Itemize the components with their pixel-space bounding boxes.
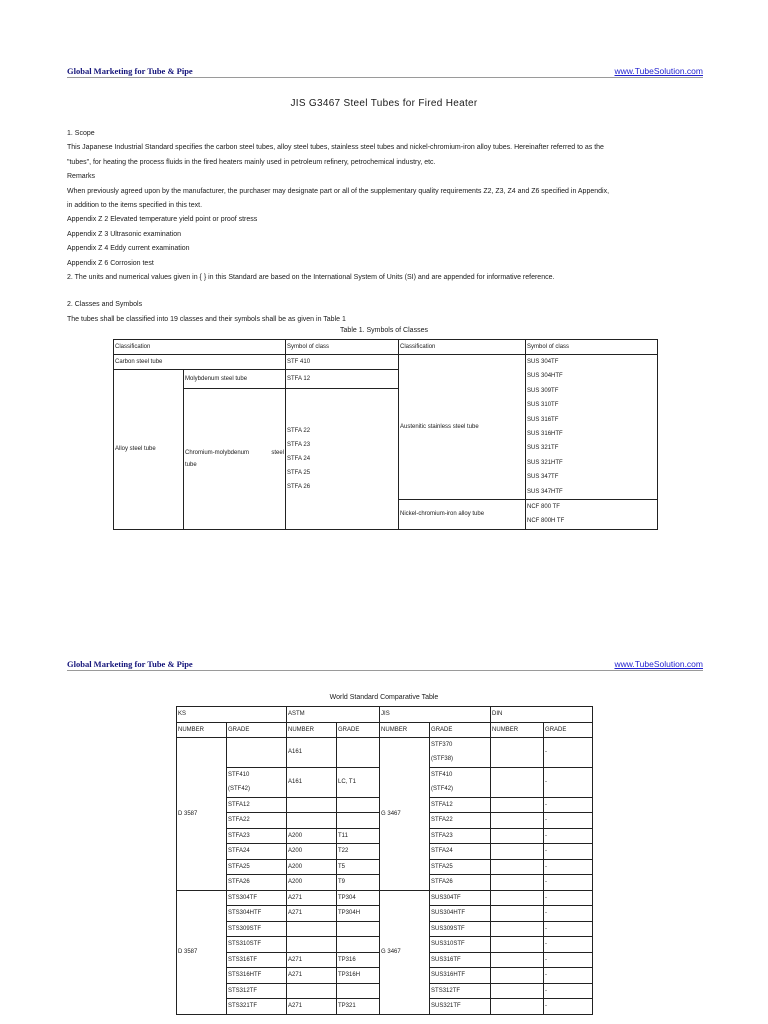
astm-number-cell: A200 — [287, 844, 337, 860]
scope-para1-line1: This Japanese Industrial Standard specifies the carbon steel tubes, alloy steel tubes, stainless steel tubes and nickel-chromium-iron alloy tubes. Hereinafter referred to as the — [67, 144, 604, 152]
astm-number-cell: A200 — [287, 859, 337, 875]
din-grade-cell: - — [544, 767, 593, 797]
document-title: JIS G3467 Steel Tubes for Fired Heater — [290, 98, 478, 109]
remarks-label: Remarks — [67, 173, 96, 181]
astm-number-cell — [287, 797, 337, 813]
astm-grade-cell: LC, T1 — [337, 767, 380, 797]
din-number-cell — [491, 813, 544, 829]
astm-number-cell — [287, 813, 337, 829]
astm-number-cell: A271 — [287, 952, 337, 968]
symbols-table — [113, 339, 658, 530]
sub-header: NUMBER — [380, 722, 430, 738]
din-number-cell — [491, 738, 544, 768]
comparative-table — [176, 706, 593, 1015]
ncf-symbols: NCF 800 TF NCF 800H TF — [526, 500, 658, 530]
sub-header: GRADE — [430, 722, 491, 738]
header-company: Global Marketing for Tube & Pipe — [67, 659, 193, 669]
din-number-cell — [491, 968, 544, 984]
scope-para1-line2: "tubes", for heating the process fluids in the fired heaters mainly used in petroleum refinery, petrochemical industry, etc. — [67, 158, 436, 166]
sub-header: NUMBER — [177, 722, 227, 738]
ks-grade-cell: STFA25 — [227, 859, 287, 875]
group-din: DIN — [491, 707, 593, 723]
astm-number-cell: A271 — [287, 890, 337, 906]
din-number-cell — [491, 797, 544, 813]
astm-grade-cell — [337, 983, 380, 999]
ks-grade-cell: STFA24 — [227, 844, 287, 860]
din-number-cell — [491, 906, 544, 922]
ks-grade-cell: STS304HTF — [227, 906, 287, 922]
sub-header: NUMBER — [491, 722, 544, 738]
din-number-cell — [491, 890, 544, 906]
ks-grade-cell: STFA26 — [227, 875, 287, 891]
din-grade-cell: - — [544, 813, 593, 829]
page2-header — [67, 659, 703, 673]
header-link[interactable]: www.TubeSolution.com — [614, 659, 703, 669]
jis-grade-cell: STF410 (STF42) — [430, 767, 491, 797]
ks-grade-cell: STF410 (STF42) — [227, 767, 287, 797]
ks-grade-cell: STS316HTF — [227, 968, 287, 984]
din-grade-cell: - — [544, 952, 593, 968]
header-divider — [67, 670, 703, 671]
appendix-z4: Appendix Z 4 Eddy current examination — [67, 245, 190, 253]
astm-grade-cell: T22 — [337, 844, 380, 860]
astm-number-cell: A161 — [287, 738, 337, 768]
group-ks: KS — [177, 707, 287, 723]
astm-grade-cell — [337, 921, 380, 937]
table-row — [177, 738, 593, 768]
jis-grade-cell: SUS304HTF — [430, 906, 491, 922]
din-number-cell — [491, 952, 544, 968]
astm-number-cell — [287, 983, 337, 999]
table-row — [114, 355, 658, 370]
din-grade-cell: - — [544, 937, 593, 953]
jis-grade-cell: STFA23 — [430, 828, 491, 844]
jis-grade-cell: SUS304TF — [430, 890, 491, 906]
carbon-symbol-cell: STF 410 — [286, 355, 399, 370]
astm-grade-cell: T5 — [337, 859, 380, 875]
ks-grade-cell: STS312TF — [227, 983, 287, 999]
astm-grade-cell — [337, 738, 380, 768]
din-grade-cell: - — [544, 738, 593, 768]
astm-number-cell: A271 — [287, 999, 337, 1015]
ks-grade-cell: STFA22 — [227, 813, 287, 829]
moly-symbol-cell: STFA 12 — [286, 370, 399, 389]
din-grade-cell: - — [544, 797, 593, 813]
header-link[interactable]: www.TubeSolution.com — [614, 66, 703, 76]
din-grade-cell: - — [544, 844, 593, 860]
appendix-z3: Appendix Z 3 Ultrasonic examination — [67, 230, 182, 238]
jis-grade-cell: STFA26 — [430, 875, 491, 891]
crmo-symbols: STFA 22 STFA 23 STFA 24 STFA 25 STFA 26 — [286, 388, 399, 529]
sub-header: NUMBER — [287, 722, 337, 738]
din-grade-cell: - — [544, 968, 593, 984]
moly-cell: Molybdenum steel tube — [184, 370, 286, 389]
jis-grade-cell: SUS310STF — [430, 937, 491, 953]
jis-grade-cell: STFA25 — [430, 859, 491, 875]
jis-grade-cell: SUS316HTF — [430, 968, 491, 984]
astm-number-cell: A200 — [287, 875, 337, 891]
ks-grade-cell: STFA12 — [227, 797, 287, 813]
din-number-cell — [491, 828, 544, 844]
ks-grade-cell: STS321TF — [227, 999, 287, 1015]
jis-grade-cell: STFA24 — [430, 844, 491, 860]
astm-grade-cell — [337, 813, 380, 829]
page-header — [67, 66, 703, 80]
ks-number-cell: D 3587 — [177, 890, 227, 1014]
jis-number-cell: G 3467 — [380, 738, 430, 891]
din-grade-cell: - — [544, 890, 593, 906]
din-number-cell — [491, 767, 544, 797]
ks-grade-cell: STS309STF — [227, 921, 287, 937]
jis-grade-cell: SUS321TF — [430, 999, 491, 1015]
astm-grade-cell: TP304H — [337, 906, 380, 922]
jis-grade-cell: STFA22 — [430, 813, 491, 829]
din-number-cell — [491, 844, 544, 860]
astm-grade-cell: T11 — [337, 828, 380, 844]
astm-grade-cell: T9 — [337, 875, 380, 891]
astm-number-cell: A200 — [287, 828, 337, 844]
astm-grade-cell: TP304 — [337, 890, 380, 906]
units-note: 2. The units and numerical values given in { } in this Standard are based on the International System of Units (SI) and are appended for informative reference. — [67, 274, 555, 282]
astm-number-cell: A161 — [287, 767, 337, 797]
header-classification: Classification — [114, 340, 286, 355]
table-row — [177, 707, 593, 723]
din-grade-cell: - — [544, 828, 593, 844]
din-number-cell — [491, 859, 544, 875]
carbon-steel-cell: Carbon steel tube — [114, 355, 286, 370]
austenitic-cell: Austenitic stainless steel tube — [399, 355, 526, 500]
comparative-caption: World Standard Comparative Table — [329, 694, 439, 701]
ks-grade-cell: STS304TF — [227, 890, 287, 906]
din-grade-cell: - — [544, 983, 593, 999]
jis-grade-cell: STFA12 — [430, 797, 491, 813]
classes-intro: The tubes shall be classified into 19 classes and their symbols shall be as given in Table 1 — [67, 315, 346, 323]
ncf-cell: Nickel-chromium-iron alloy tube — [399, 500, 526, 530]
scope-para2-line1: When previously agreed upon by the manufacturer, the purchaser may designate part or all of the supplementary quality requirements Z2, Z3, Z4 and Z6 specified in Appendix, — [67, 187, 610, 195]
jis-grade-cell: STS312TF — [430, 983, 491, 999]
ks-number-cell: D 3587 — [177, 738, 227, 891]
jis-grade-cell: SUS316TF — [430, 952, 491, 968]
sub-header: GRADE — [337, 722, 380, 738]
astm-grade-cell: TP316 — [337, 952, 380, 968]
scope-heading: 1. Scope — [67, 130, 95, 137]
header-symbol: Symbol of class — [286, 340, 399, 355]
din-number-cell — [491, 983, 544, 999]
din-number-cell — [491, 921, 544, 937]
sub-header: GRADE — [227, 722, 287, 738]
document-body — [67, 127, 707, 327]
table-row — [177, 722, 593, 738]
table1-caption: Table 1. Symbols of Classes — [340, 327, 428, 334]
astm-grade-cell: TP321 — [337, 999, 380, 1015]
astm-number-cell — [287, 937, 337, 953]
astm-number-cell: A271 — [287, 906, 337, 922]
austenitic-symbols: SUS 304TF SUS 304HTF SUS 309TF SUS 310TF SUS 316TF SUS 316HTF SUS 321TF SUS 321HTF SUS 347TF SUS 347HTF — [526, 355, 658, 500]
header-divider — [67, 77, 703, 78]
scope-para2-line2: in addition to the items specified in this text. — [67, 202, 203, 210]
header-symbol: Symbol of class — [526, 340, 658, 355]
astm-number-cell — [287, 921, 337, 937]
din-grade-cell: - — [544, 875, 593, 891]
astm-number-cell: A271 — [287, 968, 337, 984]
din-number-cell — [491, 999, 544, 1015]
din-number-cell — [491, 875, 544, 891]
din-grade-cell: - — [544, 906, 593, 922]
din-grade-cell: - — [544, 859, 593, 875]
jis-number-cell: G 3467 — [380, 890, 430, 1014]
classes-heading: 2. Classes and Symbols — [67, 301, 143, 309]
din-grade-cell: - — [544, 921, 593, 937]
jis-grade-cell: STF370 (STF38) — [430, 738, 491, 768]
astm-grade-cell: TP316H — [337, 968, 380, 984]
din-number-cell — [491, 937, 544, 953]
table-row — [114, 340, 658, 355]
crmo-cell: Chromium-molybdenum steel tube — [184, 388, 286, 529]
ks-grade-cell — [227, 738, 287, 768]
appendix-z2: Appendix Z 2 Elevated temperature yield point or proof stress — [67, 216, 258, 224]
jis-grade-cell: SUS309STF — [430, 921, 491, 937]
sub-header: GRADE — [544, 722, 593, 738]
alloy-steel-cell: Alloy steel tube — [114, 370, 184, 530]
appendix-z6: Appendix Z 6 Corrosion test — [67, 259, 154, 267]
header-company: Global Marketing for Tube & Pipe — [67, 66, 193, 76]
astm-grade-cell — [337, 937, 380, 953]
header-classification: Classification — [399, 340, 526, 355]
astm-grade-cell — [337, 797, 380, 813]
table-row — [177, 890, 593, 906]
ks-grade-cell: STFA23 — [227, 828, 287, 844]
ks-grade-cell: STS316TF — [227, 952, 287, 968]
din-grade-cell: - — [544, 999, 593, 1015]
group-jis: JIS — [380, 707, 491, 723]
ks-grade-cell: STS310STF — [227, 937, 287, 953]
group-astm: ASTM — [287, 707, 380, 723]
